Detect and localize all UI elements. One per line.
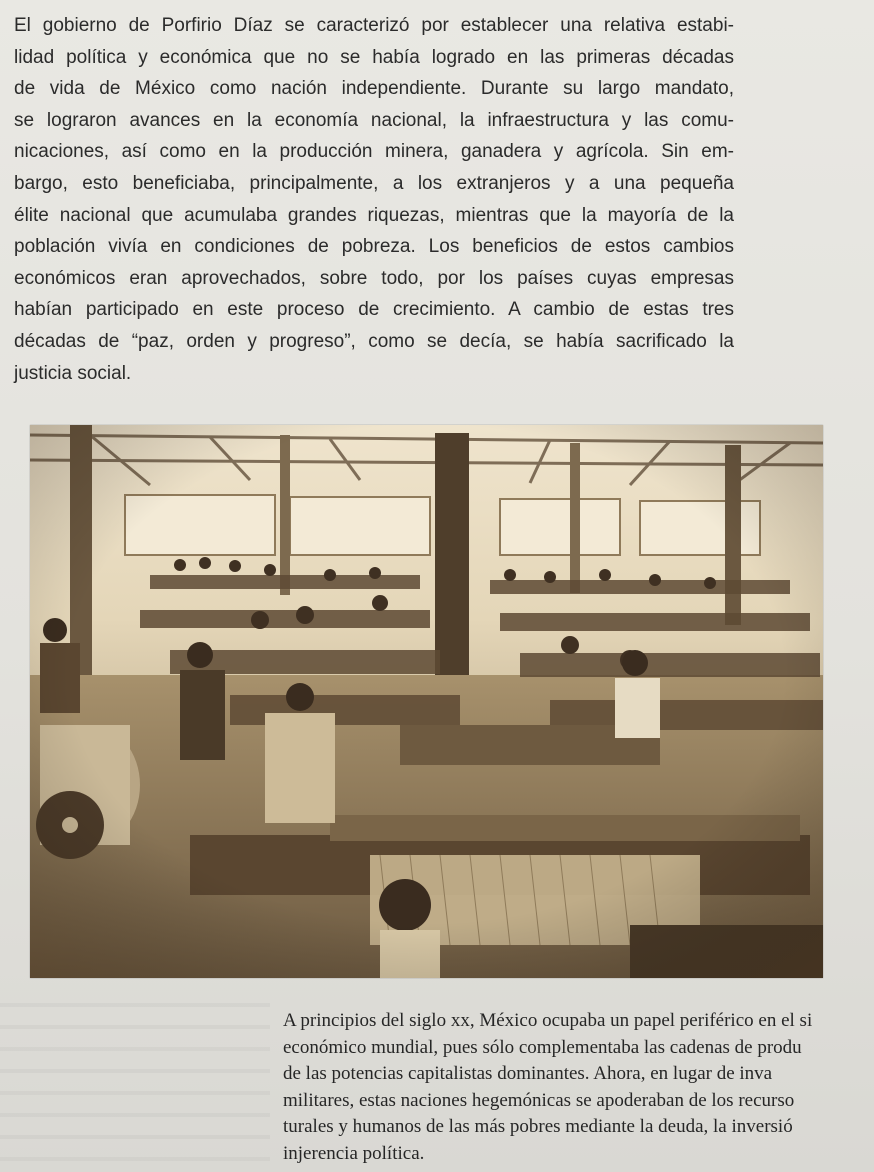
intro-line: nicaciones, así como en la producción minera, ganadera y agrícola. Sin em- <box>14 141 734 163</box>
intro-line: élite nacional que acumulaba grandes riquezas, mientras que la mayoría de la <box>14 204 734 226</box>
intro-line: El gobierno de Porfirio Díaz se caracterizó por establecer una relativa estabi- <box>14 15 734 36</box>
photo-vignette <box>30 425 823 978</box>
intro-line: población vivía en condiciones de pobreza. Los beneficios de estos cambios <box>14 236 734 258</box>
caption-line: turales y humanos de las más pobres mediante la deuda, la inversió <box>283 1116 793 1138</box>
bleed-through-shadow <box>0 985 270 1172</box>
intro-line: habían participado en este proceso de crecimiento. A cambio de estas tres <box>14 299 734 321</box>
caption-line: A principios del siglo xx, México ocupaba un papel periférico en el si <box>283 1010 813 1031</box>
intro-line: bargo, esto beneficiaba, principalmente, a los extranjeros y a una pequeña <box>14 172 734 194</box>
caption-line: injerencia política. <box>283 1142 425 1164</box>
intro-line: se lograron avances en la economía nacional, la infraestructura y las comu- <box>14 109 734 131</box>
intro-line: justicia social. <box>14 362 132 384</box>
intro-line: lidad política y económica que no se había logrado en las primeras décadas <box>14 46 734 68</box>
intro-line: décadas de “paz, orden y progreso”, como se decía, se había sacrificado la <box>14 330 734 352</box>
caption-line: de las potencias capitalistas dominantes. Ahora, en lugar de inva <box>283 1063 773 1085</box>
intro-line: de vida de México como nación independiente. Durante su largo mandato, <box>14 78 734 100</box>
intro-paragraph <box>14 10 734 389</box>
factory-illustration <box>30 425 823 978</box>
caption-line: económico mundial, pues sólo complementaba las cadenas de produ <box>283 1036 802 1058</box>
caption-paragraph <box>283 1008 874 1168</box>
intro-line: económicos eran aprovechados, sobre todo, por los países cuyas empresas <box>14 267 734 289</box>
caption-line: militares, estas naciones hegemónicas se apoderaban de los recurso <box>283 1089 795 1111</box>
textile-factory-photo <box>30 425 823 978</box>
